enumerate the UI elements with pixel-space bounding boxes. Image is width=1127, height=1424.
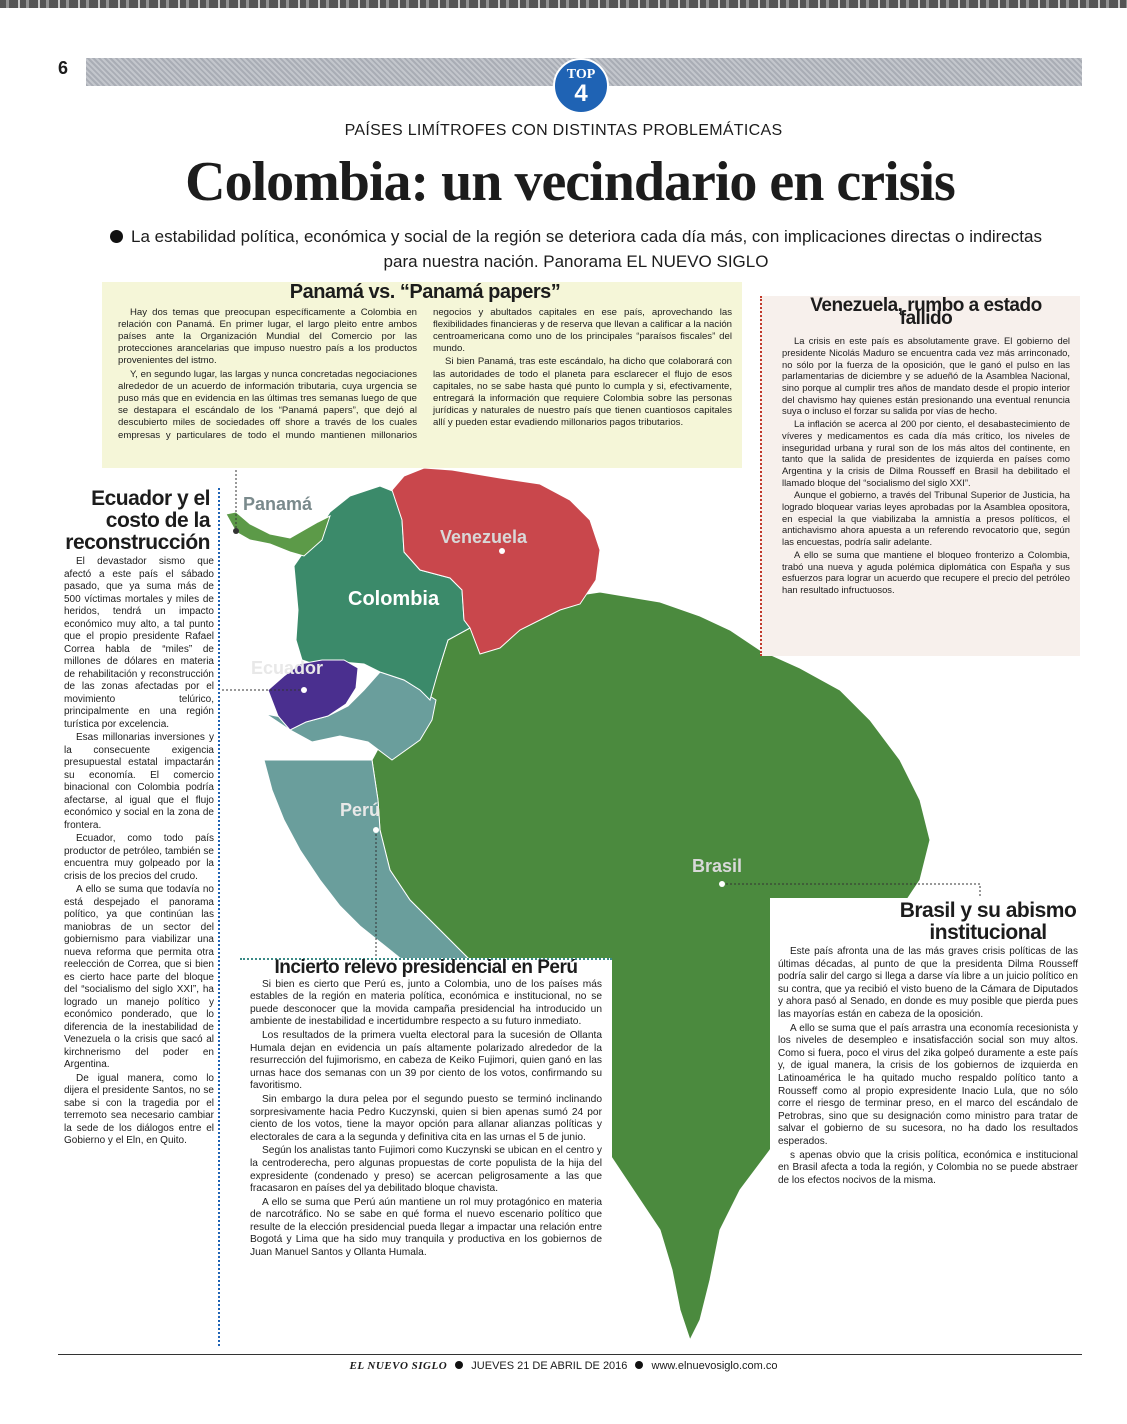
paragraph: Esas millonarias inversiones y la consecuente exigencia presupuestal estatal impactarán su economía. El comercio binacional con Colombia podría afectarse, al igual que el flujo económico y social en la zona de frontera. [64,732,214,831]
paragraph: Hay dos temas que preocupan específicamente a Colombia en relación con Panamá. En primer lugar, el largo pleito entre ambos países ante la Organización Mundial del Comercio por las protecciones arancelarias que impuso nuestro país a los productos provenientes del istmo. [118,306,417,367]
paragraph: A ello se suma que Perú aún mantiene un rol muy protagónico en materia de narcotráfico. No se sabe en qué forma el nuevo escenario político que resulte de la elección presidencial pueda llegar a impactar una relación entre Bogotá y Lima que ha sido muy tranquila y productiva en los gobiernos de Juan Manuel Santos y Ollanta Humala. [250,1196,602,1259]
venezuela-article [760,296,1080,656]
brasil-article-body [778,946,1078,1187]
venezuela-article-body [782,335,1070,595]
lead-text: La estabilidad política, económica y social de la región se deteriora cada día más, con implicaciones directas o indirectas para nuestra nación. Panorama EL NUEVO SIGLO [131,227,1042,271]
paragraph: Los resultados de la primera vuelta electoral para la sucesión de Ollanta Humala dejan en evidencia un país altamente polarizado alrededor de la resurrección del fujimorismo, en cabeza de Keiko Fujimori, quien ganó en las urnas hace dos semanas con un 39 por ciento de los votos, confirmando su favoritismo. [250,1029,602,1092]
bullet-icon [635,1361,643,1369]
ecuador-article-title: Ecuador y el costo de la reconstrucción [65,487,210,554]
map-label-venezuela: Venezuela [440,527,528,547]
ecuador-article [60,488,220,1346]
paragraph: s apenas obvio que la crisis política, económica e institucional en Brasil afecta a toda la región, y Colombia no se puede abstraer de los efectos nocivos de la misma. [778,1149,1078,1186]
peru-article [240,958,612,1340]
panama-article [102,282,742,468]
brasil-article [770,898,1086,1344]
kicker: PAÍSES LIMÍTROFES CON DISTINTAS PROBLEMÁTICAS [344,122,783,139]
page-number: 6 [58,58,69,78]
paragraph: A ello se suma que mantiene el bloqueo fronterizo a Colombia, trabó una nueva y aguda polémica diplomática con España y sus esfuerzos para lograr un acuerdo que recupere el precio del petróleo han resultado infructuosos. [782,548,1070,595]
venezuela-article-title: Venezuela, rumbo a estado fallido [810,295,1042,329]
peru-article-title: Incierto relevo presidencial en Perú [274,957,578,978]
headline: Colombia: un vecindario en crisis [185,151,955,213]
brasil-article-title: Brasil y su abismo institucional [899,899,1077,944]
panama-article-title: Panamá vs. “Panamá papers” [289,281,561,303]
paragraph: A ello se suma que el país arrastra una economía recesionista y los niveles de desempleo e insatisfacción social son muy altos. Como si fuera, poco el virus del zika golpeó duramente a este país y, de igual manera, la crisis de los gobiernos de izquierda en Latinoamérica le ha quitado mucho respaldo político tanto a Rousseff como al propio expresidente Inacio Lula, que no sólo corre el riesgo de terminar preso, en el marco del escándalo de Petrobras, sino que su designación como ministro para tratar de salvar el gobierno de su sucesora, no ha dado los resultados esperados. [778,1022,1078,1147]
badge-top-label: TOP [566,67,596,82]
paragraph: Aunque el gobierno, a través del Tribunal Superior de Justicia, ha logrado bloquear varias leyes aprobadas por la Asamblea opositora, en especial la que viabilizaba la amnistía a presos políticos, el antichavismo ahora apuesta a un referendo revocatorio que, según las encuestas, podría salir adelante. [782,489,1070,548]
panama-article-body [118,307,732,442]
footer-brand: EL NUEVO SIGLO [349,1360,448,1372]
footer-date: JUEVES 21 DE ABRIL DE 2016 [471,1360,628,1372]
paragraph: De igual manera, como lo dijera el presidente Santos, no se sabe si con la tragedia por el terremoto sea necesario cambiar la sede de los diálogos entre el Gobierno y el Eln, en Quito. [64,1072,214,1146]
paragraph: El devastador sismo que afectó a este país el sábado pasado, que ya suma más de 500 víctimas mortales y miles de heridos, tendrá un impacto económico muy alto, a tal punto que el propio presidente Rafael Correa habla de “miles” de millones de dólares en materia de rehabilitación y reconstrucción de las zonas afectadas por el movimiento telúrico, principalmente en una región turística por excelencia. [64,556,214,730]
paragraph: La inflación se acerca al 200 por ciento, el desabastecimiento de víveres y medicamentos es cada día más crítico, los niveles de inseguridad urbana y rural son de los más altos del continente, en tanto que la salida de presidentes de izquierda en países como Argentina y la crisis de Dilma Rousseff en Brasil ha debilitado el llamado bloque del “socialismo del siglo XXI”. [782,418,1070,488]
map-label-peru: Perú [340,800,381,820]
map-label-colombia: Colombia [348,588,440,610]
paragraph: Ecuador, como todo país productor de petróleo, también se encuentra muy golpeado por la crisis de los precios del crudo. [64,833,214,882]
map-label-ecuador: Ecuador [251,658,324,678]
paragraph: Y, en segundo lugar, las largas y nunca concretadas negociaciones alrededor de un acuerdo de información tributaria, cuya urgencia se puso más que en evidencia en las últimas tres semanas luego de que se destapara el escándalo de los “Panamá papers”, que dejó al descubierto miles de sociedades off shore a través de los cuales empresas y particulares de todo el mundo mantienen millonarios negocios y abultados capitales en ese país, aprovechando las flexibilidades financieras y de reserva que llevan a calificar a la nación centroamericana como uno de los principales “paraísos fiscales” del mundo. [118,306,732,441]
paragraph: Según los analistas tanto Fujimori como Kuczynski se ubican en el centro y la centroderecha, pero algunas propuestas de corte populista de la hija del expresidente (condenado y preso) se acercan peligrosamente a las que fracasaron en países del ya debilitado bloque chavista. [250,1145,602,1195]
peru-article-body [250,979,602,1260]
map-label-brasil: Brasil [692,856,743,876]
paragraph: La crisis en este país es absolutamente grave. El gobierno del presidente Nicolás Maduro se encuentra cada vez más arrinconado, no sólo por la fuerza de la oposición, que le ganó el pulso en las parlamentarias de diciembre y se adueñó de la Asamblea Nacional, sino porque al cumplir tres años de mandato desde el propio interior del chavismo hay quienes están presionando una eventual renuncia suya o incluso el forzar su salida por vías de hecho. [782,335,1070,417]
footer-rule [58,1354,1082,1355]
footer [0,1360,1127,1372]
badge-number: 4 [574,80,588,107]
paragraph: Sin embargo la dura pelea por el segundo puesto se terminó inclinando sorpresivamente hacia Pedro Kuczynski, quien si bien apenas sumó 24 por ciento de los votos, tiene la mayor opción para allanar alianzas políticas y electorales de cara a la segunda y definitiva cita en las urnas el 5 de junio. [250,1093,602,1143]
ecuador-article-body [64,556,214,1148]
paragraph: Si bien es cierto que Perú es, junto a Colombia, uno de los países más estables de la región en materia política, económica e institucional, no se puede desconocer que la movida campaña presidencial ha introducido un ambiente de inestabilidad e incertidumbre respecto a su futuro inmediato. [250,978,602,1028]
paragraph: Si bien Panamá, tras este escándalo, ha dicho que colaborará con las autoridades de todo el planeta para esclarecer el flujo de esos capitales, no se sabe hasta qué punto lo cumpla y si, efectivamente, entregará la información que requiere Colombia sobre las personas jurídicas y naturales de nuestro país que tienen cuantiosos capitales allí y pueden estar evadiendo millonarios pagos tributarios. [433,356,732,429]
bullet-icon [455,1361,463,1369]
footer-url: www.elnuevosiglo.com.co [651,1360,778,1372]
paragraph: Este país afronta una de las más graves crisis políticas de las últimas décadas, al punto de que la presidenta Dilma Rousseff podría salir del cargo si llega a darse vía libre a un juicio político en su contra, que ya recibió el visto bueno de la Cámara de Diputados y ahora pasó al Senado, en donde es muy posible que pierda pues las mayorías están en cabeza de la oposición. [778,946,1078,1020]
paragraph: A ello se suma que todavía no está despejado el panorama político, ya que continúan las maniobras de un sector del gobiernismo para viabilizar una nueva reforma que permita otra reelección de Correa, que si bien es cierto hace parte del bloque del “socialismo del siglo XXI”, ha logrado un manejo político y económico ponderado, que lo diferencia de la inestabilidad de Venezuela o la crisis que sacó al kirchnerismo del poder en Argentina. [64,884,214,1070]
map-label-panama: Panamá [243,494,313,514]
